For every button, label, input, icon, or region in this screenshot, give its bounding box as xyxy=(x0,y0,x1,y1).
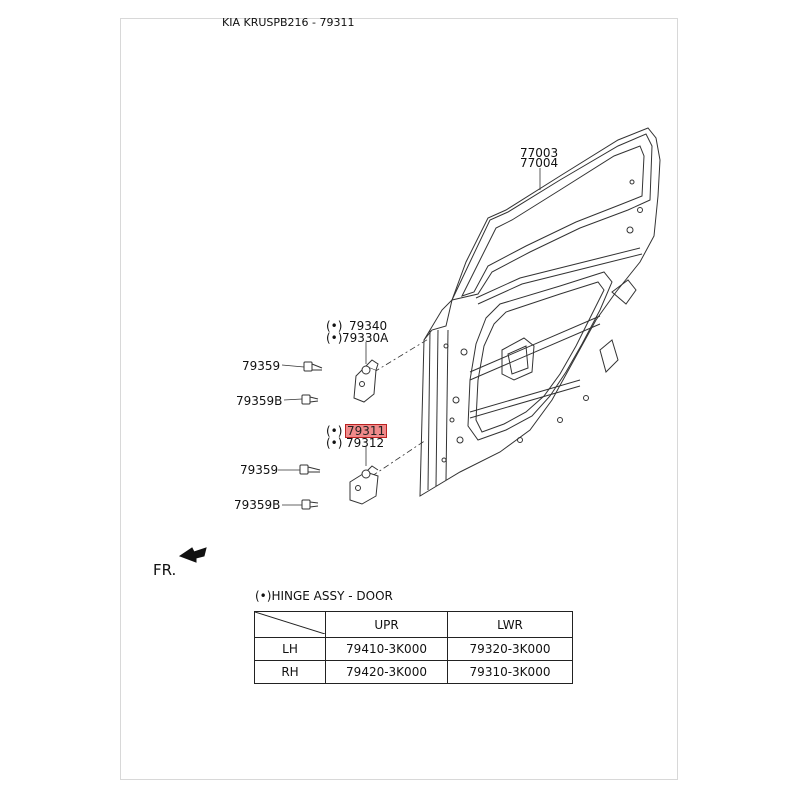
table-header-cell xyxy=(255,612,326,638)
table-row xyxy=(255,661,573,684)
upper-hinge xyxy=(354,360,378,402)
callout-79340: 79340 xyxy=(349,319,388,333)
impact-beam xyxy=(470,316,600,372)
callout-79359-lower: 79359 xyxy=(240,463,279,477)
bolts xyxy=(300,362,322,509)
bolt-lower-2 xyxy=(302,500,318,509)
callout-prefix-upper-2: (•) xyxy=(326,331,343,345)
table-cell-side: RH xyxy=(255,661,326,684)
front-label: FR. xyxy=(153,561,177,579)
front-arrow-icon xyxy=(180,548,206,562)
callout-79312: 79312 xyxy=(346,436,385,450)
leader-lines xyxy=(278,168,540,505)
table-cell-upr[interactable]: 79420-3K000 xyxy=(326,661,448,684)
callout-79359B-upper: 79359B xyxy=(236,394,283,408)
table-header-cell: UPR xyxy=(326,612,448,638)
callout-prefix-upper: (•) xyxy=(326,319,343,333)
table-cell-lwr[interactable]: 79320-3K000 xyxy=(448,638,573,661)
callout-79311-highlighted[interactable]: 79311 xyxy=(347,424,386,438)
table-corner-diagonal xyxy=(255,612,325,634)
table-cell-side: LH xyxy=(255,638,326,661)
callout-79330A: 79330A xyxy=(342,331,389,345)
callout-prefix-lower: (•) xyxy=(326,424,343,438)
table-cell-upr[interactable]: 79410-3K000 xyxy=(326,638,448,661)
hinge-table-title: (•)HINGE ASSY - DOOR xyxy=(255,589,393,603)
callout-prefix-lower-2: (•) xyxy=(326,436,343,450)
bolt-upper-2 xyxy=(302,395,318,404)
callout-77004: 77004 xyxy=(520,156,559,170)
table-row xyxy=(255,638,573,661)
page-title: KIA KRUSPB216 - 79311 xyxy=(222,16,355,29)
callout-79359-upper: 79359 xyxy=(242,359,281,373)
table-cell-lwr[interactable]: 79310-3K000 xyxy=(448,661,573,684)
bolt-upper-1 xyxy=(304,362,322,371)
callout-79359B-lower: 79359B xyxy=(234,498,281,512)
callout-77003: 77003 xyxy=(520,146,559,160)
table-header-cell: LWR xyxy=(448,612,573,638)
bolt-lower-1 xyxy=(300,465,320,474)
table-header-row xyxy=(255,612,573,638)
door-inner-cutout xyxy=(468,272,612,440)
lower-hinge xyxy=(350,466,378,504)
hinge-parts-table xyxy=(254,611,573,684)
